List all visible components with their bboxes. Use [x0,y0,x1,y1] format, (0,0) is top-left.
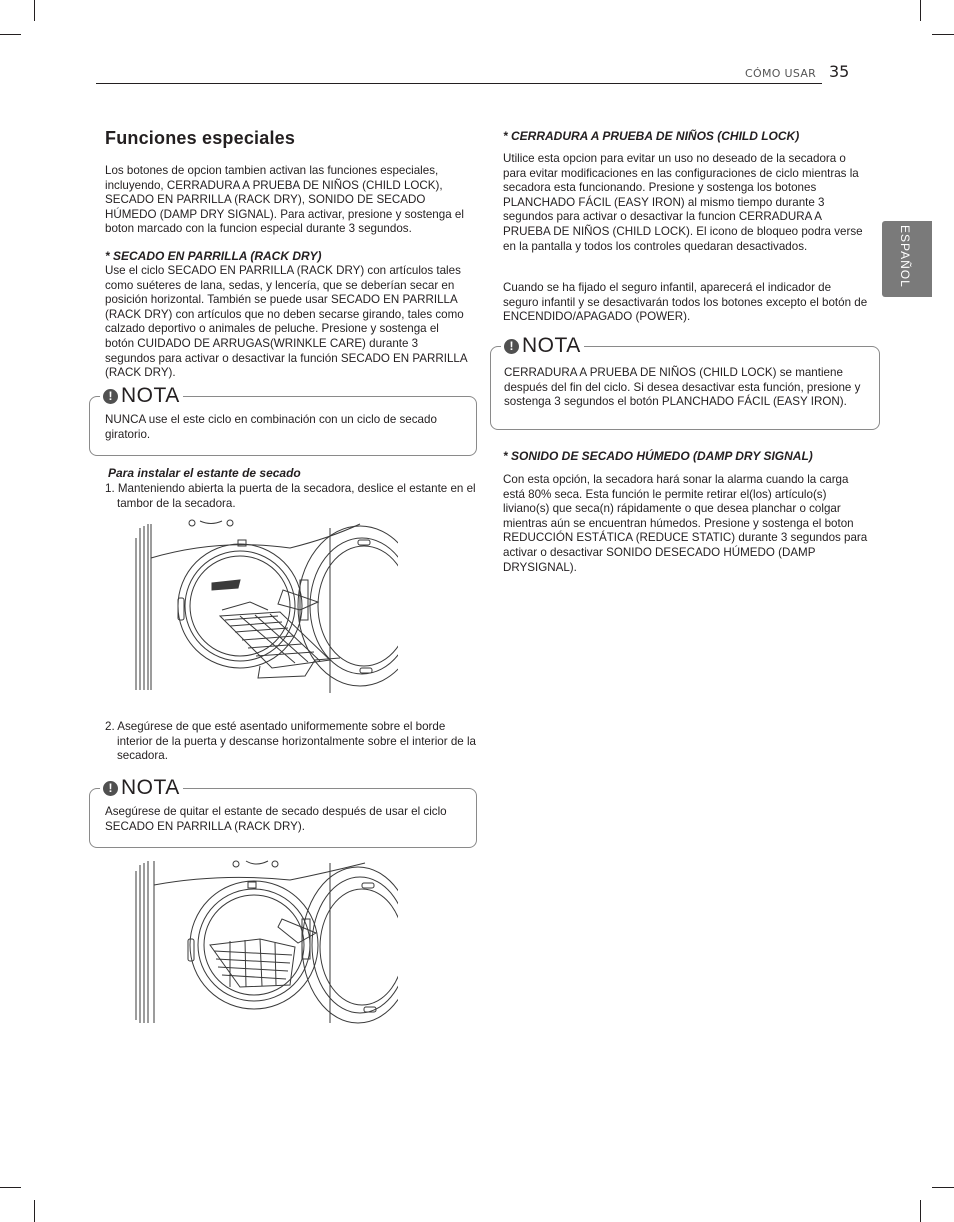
crop-mark [34,0,35,21]
damp-dry-heading: * SONIDO DE SECADO HÚMEDO (DAMP DRY SIGNAL) [503,449,813,463]
exclamation-circle-icon: ! [103,389,118,404]
crop-mark [932,34,954,35]
note-text: Asegúrese de quitar el estante de secado después de usar el ciclo SECADO EN PARRILLA (RACK DRY). [105,805,447,833]
crop-mark [920,0,921,21]
note-text: NUNCA use el este ciclo en combinación con un ciclo de secado giratorio. [105,413,437,441]
note-box [89,776,477,848]
child-lock-body: Utilice esta opcion para evitar un uso no deseado de la secadora o para evitar modificaciones en las configuraciones de ciclo mientras la secadora esta funcionando. Presione y sostenga los botones PLANCHADO FÁCIL (EASY IRON) al mismo tiempo durante 3 segundos para activar o desactivar la funcion CERRADURA A PRUEBA DE NIÑOS (CHILD LOCK). El icono de bloqueo podra verse en la pantalla y todos los controles quedaran desactivados. [503,152,863,253]
install-heading: Para instalar el estante de secado [108,466,301,480]
note-header [100,384,183,408]
crop-mark [932,1187,954,1188]
rack-dry-body: Use el ciclo SECADO EN PARRILLA (RACK DRY) con artículos tales como suéteres de lana, sedas, y lencería, que se deberían secar en posición horizontal. También se puede usar SECADO EN PARRILLA (RACK DRY) con artículos que no deben secarse girando, tales como calzado deportivo o animales de peluche. Presione y sostenga el botón CUIDADO DE ARRUGAS(WRINKLE CARE) durante 3 segundos para activar o desactivar la función SECADO EN PARRILLA (RACK DRY). [105,264,467,380]
note-header [501,334,584,358]
note-box [490,334,880,430]
damp-dry-body: Con esta opción, la secadora hará sonar la alarma cuando la carga está 80% seca. Esta función le permite retirar el(los) artículo(s) liviano(s) que seca(n) rápidamente o que desea planchar o colgar mientras aún se encuentran húmedos. Presione y sostenga el boton REDUCCIÓN ESTÁTICA (REDUCE STATIC) durante 3 segundos para activar o desactivar SONIDO DESECADO HÚMEDO (DAMP DRYSIGNAL). [503,473,868,574]
page-number: 35 [829,62,850,81]
note-label: NOTA [121,776,180,799]
install-step-1: 1. Manteniendo abierta la puerta de la secadora, deslice el estante en el tambor de la secadora. [105,482,476,510]
note-header [100,776,183,800]
header-rule [96,83,822,84]
crop-mark [34,1200,35,1222]
intro-paragraph: Los botones de opcion tambien activan las funciones especiales, incluyendo, CERRADURA A PRUEBA DE NIÑOS (CHILD LOCK), SECADO EN PARRILLA (RACK DRY), SONIDO DE SECADO HÚMEDO (DAMP DRY SIGNAL). Para activar, presione y sostenga el boton marcado con la funcion especial durante 3 segundos. [105,164,464,236]
install-step-2: 2. Asegúrese de que esté asentado uniformemente sobre el borde interior de la puerta y descanse horizontalmente sobre el interior de la secadora. [105,720,476,763]
child-lock-body-2: Cuando se ha fijado el seguro infantil, aparecerá el indicador de seguro infantil y se desactivarán todos los botones excepto el botón de ENCENDIDO/APAGADO (POWER). [503,281,868,324]
dryer-rack-installed-illustration [130,855,398,1025]
crop-mark [0,1187,21,1188]
note-label: NOTA [522,334,581,357]
rack-dry-heading: * SECADO EN PARRILLA (RACK DRY) [105,249,322,263]
running-header: CÓMO USAR [745,67,817,80]
exclamation-circle-icon: ! [504,339,519,354]
dryer-rack-sliding-illustration [130,518,398,693]
note-label: NOTA [121,384,180,407]
section-title: Funciones especiales [105,128,296,148]
language-tab-label: ESPAÑOL [898,225,912,288]
note-box [89,384,477,456]
child-lock-heading: * CERRADURA A PRUEBA DE NIÑOS (CHILD LOCK) [503,129,800,143]
crop-mark [920,1200,921,1222]
exclamation-circle-icon: ! [103,781,118,796]
note-text: CERRADURA A PRUEBA DE NIÑOS (CHILD LOCK) se mantiene después del fin del ciclo. Si desea desactivar esta función, presione y sostenga 3 segundos el botón PLANCHADO FÁCIL (EASY IRON). [504,366,861,409]
language-tab [882,221,932,297]
crop-mark [0,34,21,35]
